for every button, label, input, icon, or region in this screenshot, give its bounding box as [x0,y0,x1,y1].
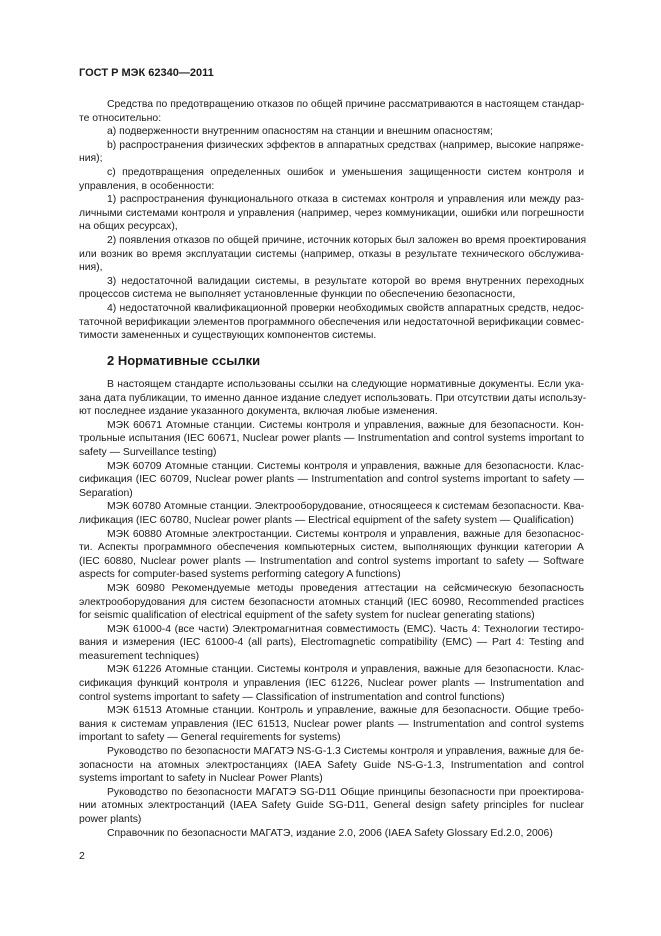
paragraph [79,745,584,786]
text-line: ния), [79,262,103,274]
text-line: процессов система не выполняет установленные функции по обеспечению безопасности, [79,289,516,301]
paragraph [79,704,584,745]
text-line: на общих ресурсах), [79,221,178,233]
text-line: power plants) [79,814,142,825]
page-number: 2 [79,851,85,862]
text-line: measurement techniques) [79,650,200,662]
text-line: 2) появления отказов по общей причине, источник которых был заложен во время проектирования [107,234,587,246]
text-line: b) распространения физических эффектов в аппаратных средствах (например, высокие напряже- [107,139,584,151]
paragraph [79,234,587,275]
section-normative-references [79,378,587,840]
paragraph [79,623,584,664]
text-line: трольные испытания (IEC 60671, Nuclear power plants — Instrumentation and control systems important to [79,433,584,445]
section-intro-text [79,98,587,343]
text-line: зана дата публикации, то именно данное издание следует использовать. При отсутствии даты использу- [79,392,587,404]
text-line: или возник во время эксплуатации системы (например, отказы в результате технического обслужива- [79,248,584,260]
paragraph [79,125,584,139]
text-line: нии атомных электростанций (IAEA Safety Guide SG-D11, General design safety principles for nuclear [79,800,584,812]
text-line: important to safety — General requirements for systems) [79,732,341,744]
paragraph [79,98,584,125]
text-line: safety — Surveillance testing) [79,446,217,458]
text-line: systems important to safety in Nuclear Power Plants) [79,773,323,785]
paragraph [79,378,587,419]
text-line: МЭК 61226 Атомные станции. Системы контроля и управления, важные для безопасности. Клас- [107,664,584,676]
paragraph [79,193,584,234]
paragraph [79,302,584,343]
text-line: лификация (IEC 60780, Nuclear power plants — Electrical equipment of the safety system — Qualification) [79,514,574,526]
text-line: МЭК 60880 Атомные электростанции. Системы контроля и управления, важные для безопаснос- [107,528,584,540]
text-line: ти. Аспекты программного обеспечения компьютерных систем, выполняющих функции категории А [79,542,584,554]
text-line: МЭК 61513 Атомные станции. Контроль и управление, важные для безопасности. Общие требо- [107,705,584,717]
paragraph [79,663,584,704]
text-line: Справочник по безопасности МАГАТЭ, издание 2.0, 2006 (IAEA Safety Glossary Ed.2.0, 2006) [107,827,553,839]
text-line: МЭК 60780 Атомные станции. Электрооборудование, относящееся к системам безопасности. Ква- [107,501,585,513]
text-line: тимости замененных и существующих компонентов системы. [79,330,377,342]
text-line: aspects for computer-based systems performing category A functions) [79,569,401,581]
paragraph [79,166,584,193]
paragraph [79,786,584,827]
text-line: зопасности на атомных электростанциях (IAEA Safety Guide NS-G-1.3, Instrumentation and control [79,759,584,771]
paragraph [79,500,584,527]
text-line: 1) распространения функционального отказа в системах контроля и управления или между раз- [107,194,584,206]
paragraph [79,460,584,501]
paragraph [79,275,584,302]
text-line: МЭК 60709 Атомные станции. Системы контроля и управления, важные для безопасности. Клас- [107,460,584,472]
paragraph [79,528,584,582]
document-header: ГОСТ Р МЭК 62340—2011 [79,67,214,79]
paragraph [79,827,584,841]
text-line: Средства по предотвращению отказов по общей причине рассматриваются в настоящем стандар- [107,99,585,110]
text-line: (IEC 60880, Nuclear power plants — Instrumentation and control systems important to safety — Software [79,555,584,567]
text-line: управления, в особенности: [79,180,215,192]
text-line: вания к системам управления (IEC 61513, Nuclear power plants — Instrumentation and control systems [79,718,584,730]
text-line: ния); [79,153,103,165]
text-line: c) предотвращения определенных ошибок и уменьшения защищенности систем контроля и [107,166,584,178]
text-line: электрооборудования для систем безопасности атомных станций (IEC 60980, Recommended practices [79,596,584,608]
text-line: В настоящем стандарте использованы ссылки на следующие нормативные документы. Если ука- [107,379,584,390]
text-line: личными системами контроля и управления (например, через коммуникации, ошибки или погрешности [79,207,584,219]
text-line: control systems important to safety — Classification of instrumentation and control functions) [79,691,505,703]
paragraph [79,419,584,460]
text-line: МЭК 61000-4 (все части) Электромагнитная совместимость (ЕМС). Часть 4: Технологии тестиро- [107,623,584,635]
text-line: таточной верификации элементов программного обеспечения или недостаточной верификации совмес- [79,316,585,328]
text-line: вания и измерения (IEC 61000-4 (all parts), Electromagnetic compatibility (EMC) — Part 4: Testing and [79,637,584,649]
text-line: Separation) [79,487,133,499]
text-line: Руководство по безопасности МАГАТЭ NS-G-1.3 Системы контроля и управления, важные для бе- [107,746,584,758]
text-line: Руководство по безопасности МАГАТЭ SG-D11 Общие принципы безопасности при проектирова- [107,786,584,798]
text-line: 3) недостаточной валидации системы, в результате которой во время внутренних переходных [107,275,584,287]
text-line: ют последнее издание указанного документа, включая любые изменения. [79,406,438,418]
paragraph [79,582,584,623]
text-line: a) подверженности внутренним опасностям на станции и внешним опасностям; [107,126,493,138]
text-line: МЭК 60671 Атомные станции. Системы контроля и управления, важные для безопасности. Кон- [107,419,584,431]
paragraph [79,139,584,166]
text-line: сификация (IEC 60709, Nuclear power plants — Instrumentation and control systems important to safety — [79,474,584,486]
text-line: те относительно: [79,112,162,124]
text-line: for seismic qualification of electrical equipment of the safety system for nuclear generating stations) [79,610,535,622]
section-heading: 2 Нормативные ссылки [107,353,261,368]
text-line: МЭК 60980 Рекомендуемые методы проведения аттестации на сейсмическую безопасность [107,582,584,594]
text-line: 4) недостаточной квалификационной проверки необходимых свойств аппаратных средств, недос- [107,302,584,314]
text-line: сификация функций контроля и управления (IEC 61226, Nuclear power plants — Instrumentation and [79,678,584,690]
